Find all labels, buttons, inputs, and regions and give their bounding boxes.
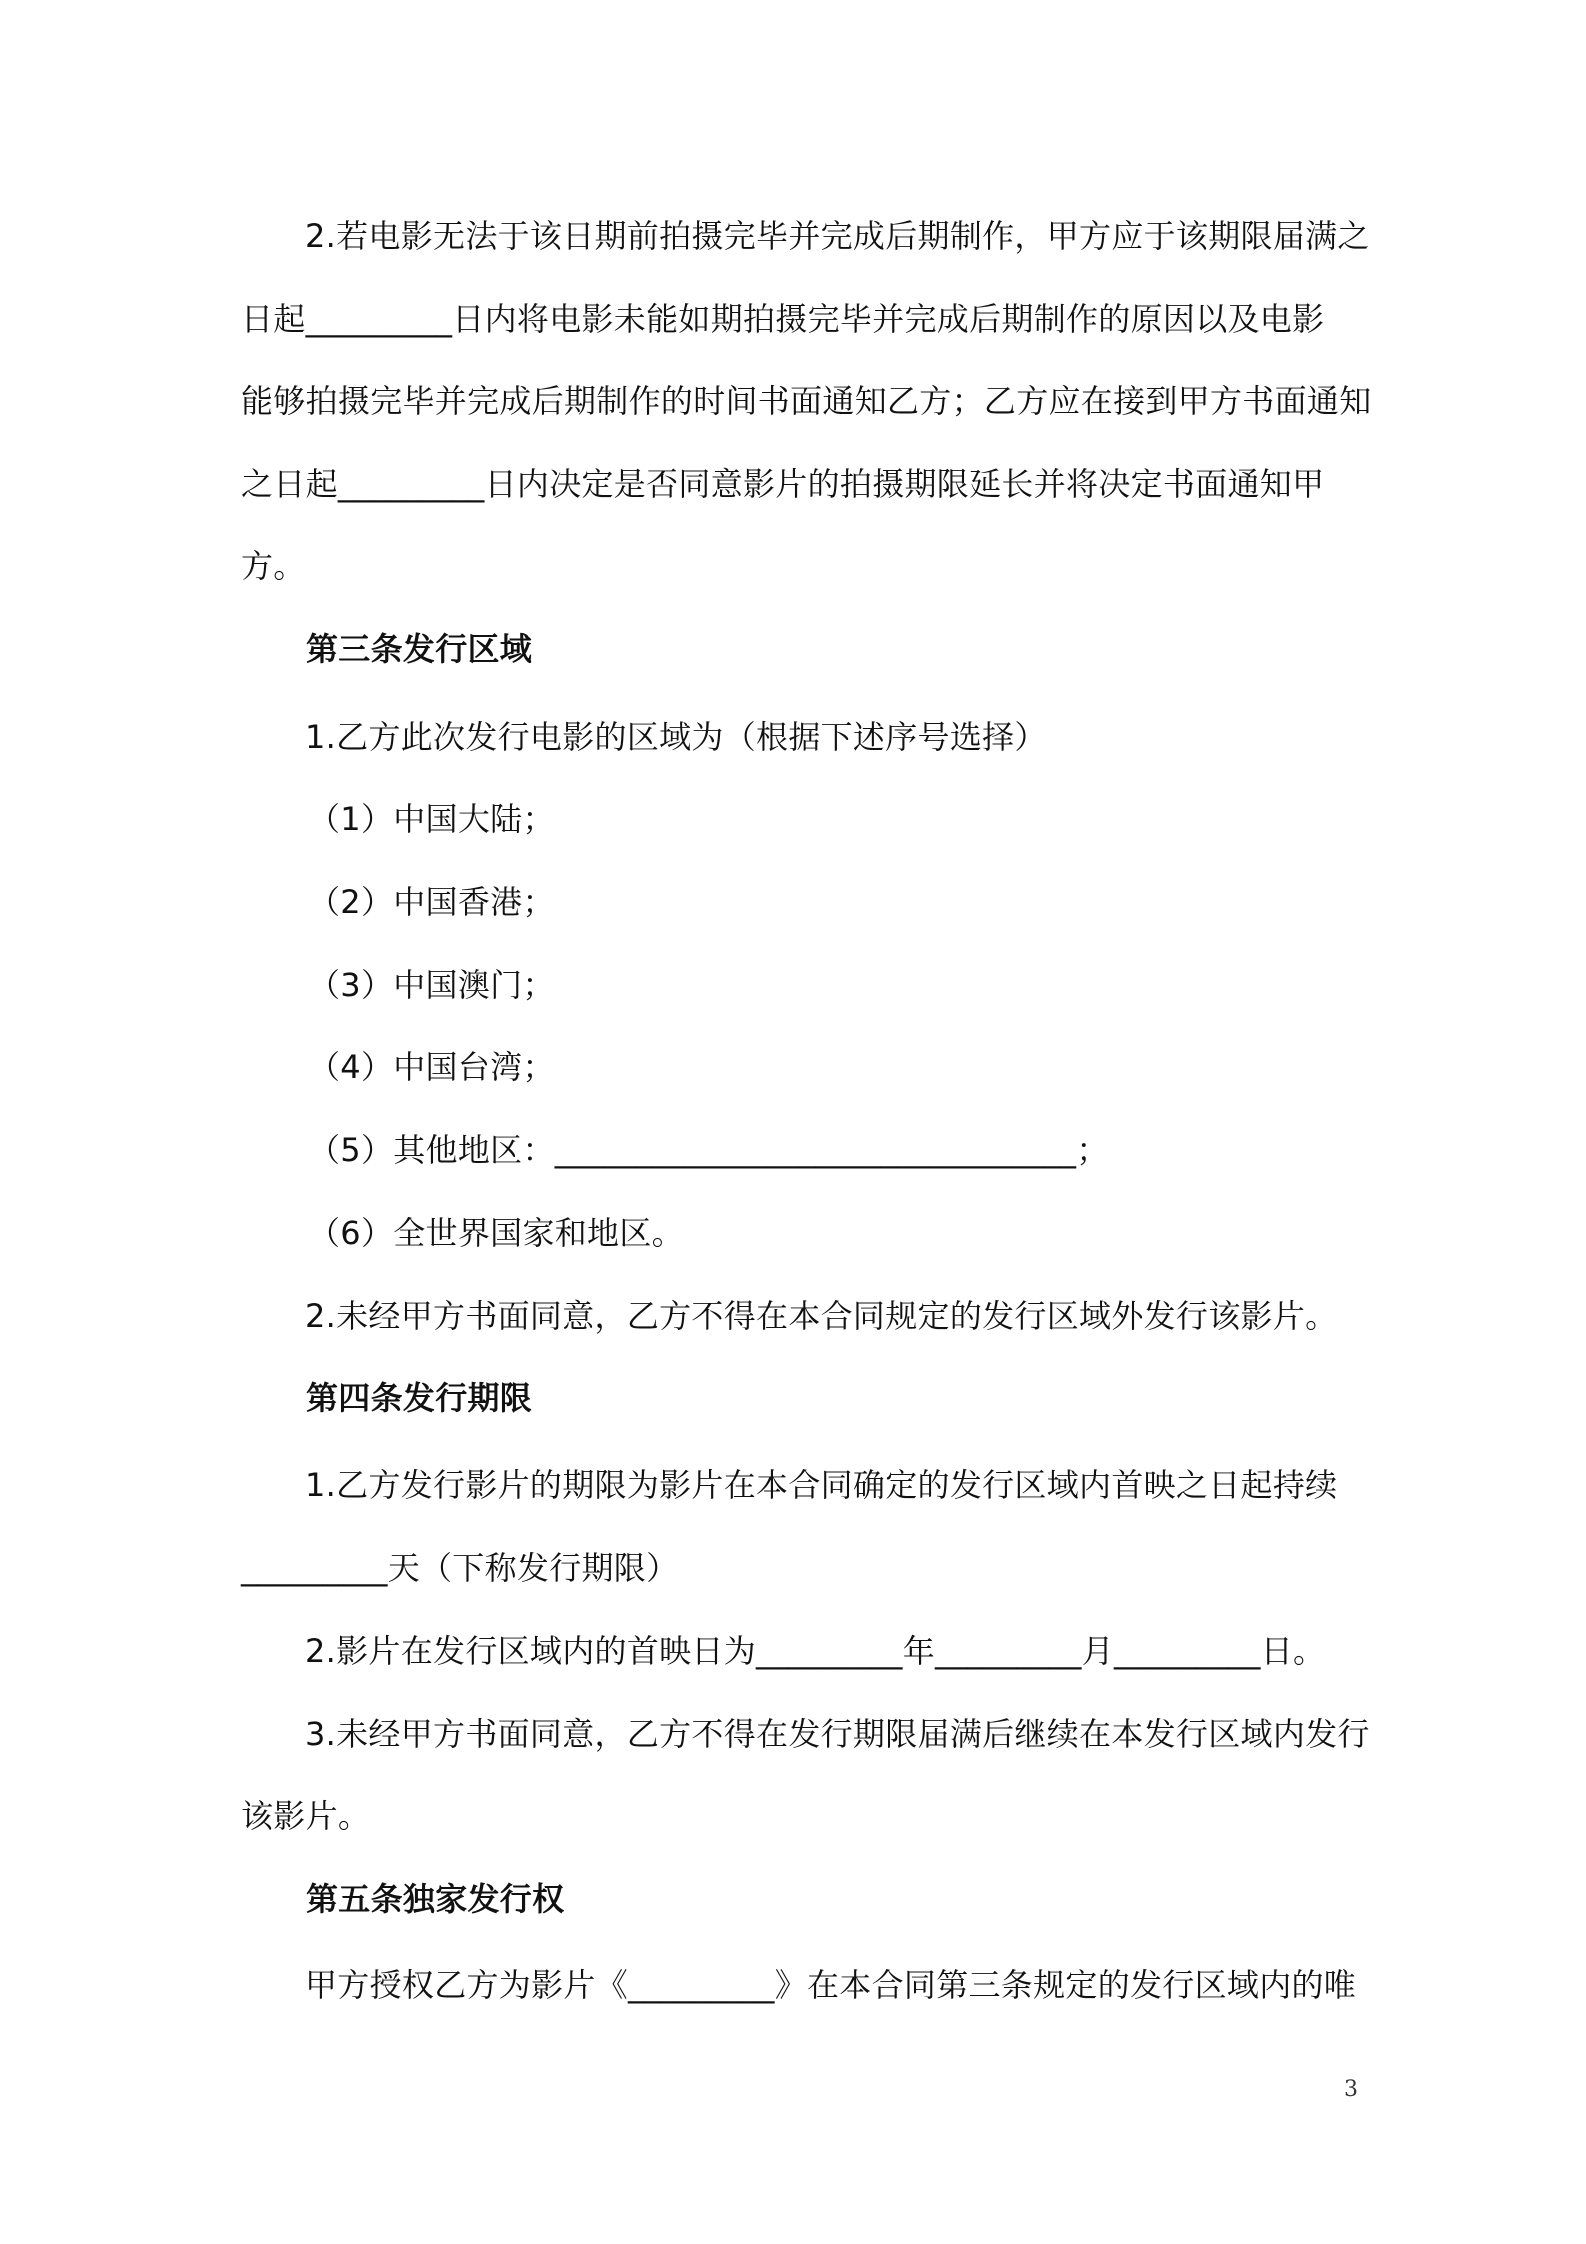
paragraph-line: 1.乙方此次发行电影的区域为（根据下述序号选择） — [305, 718, 1047, 756]
paragraph-line: 2.未经甲方书面同意，乙方不得在本合同规定的发行区域外发行该影片。 — [305, 1297, 1338, 1335]
paragraph-line: 2.影片在发行区域内的首映日为_________年_________月_________日。 — [305, 1632, 1326, 1670]
paragraph-line: 1.乙方发行影片的期限为影片在本合同确定的发行区域内首映之日起持续 — [305, 1466, 1338, 1504]
paragraph-line: 之日起_________日内决定是否同意影片的拍摄期限延长并将决定书面通知甲 — [241, 465, 1325, 503]
paragraph-line: 该影片。 — [241, 1797, 371, 1835]
list-item: （6）全世界国家和地区。 — [308, 1214, 684, 1252]
list-item: （3）中国澳门； — [308, 966, 555, 1004]
section-heading: 第四条发行期限 — [306, 1379, 533, 1417]
paragraph-line: 方。 — [241, 547, 306, 585]
list-item: （4）中国台湾； — [308, 1048, 555, 1086]
paragraph-line: _________天（下称发行期限） — [241, 1549, 679, 1587]
section-heading: 第五条独家发行权 — [306, 1880, 565, 1918]
paragraph-line: 能够拍摄完毕并完成后期制作的时间书面通知乙方；乙方应在接到甲方书面通知 — [241, 382, 1372, 420]
paragraph-line: 甲方授权乙方为影片《_________》在本合同第三条规定的发行区域内的唯 — [305, 1966, 1357, 2004]
paragraph-line: 3.未经甲方书面同意，乙方不得在发行期限届满后继续在本发行区域内发行 — [305, 1715, 1370, 1753]
list-item: （2）中国香港； — [308, 883, 555, 921]
list-item: （5）其他地区：________________________________； — [308, 1131, 1109, 1169]
list-item: （1）中国大陆； — [308, 800, 555, 838]
page-number: 3 — [1344, 2077, 1358, 2102]
paragraph-line: 2.若电影无法于该日期前拍摄完毕并完成后期制作，甲方应于该期限届满之 — [305, 217, 1370, 255]
section-heading: 第三条发行区域 — [306, 630, 533, 668]
paragraph-line: 日起_________日内将电影未能如期拍摄完毕并完成后期制作的原因以及电影 — [241, 300, 1325, 338]
